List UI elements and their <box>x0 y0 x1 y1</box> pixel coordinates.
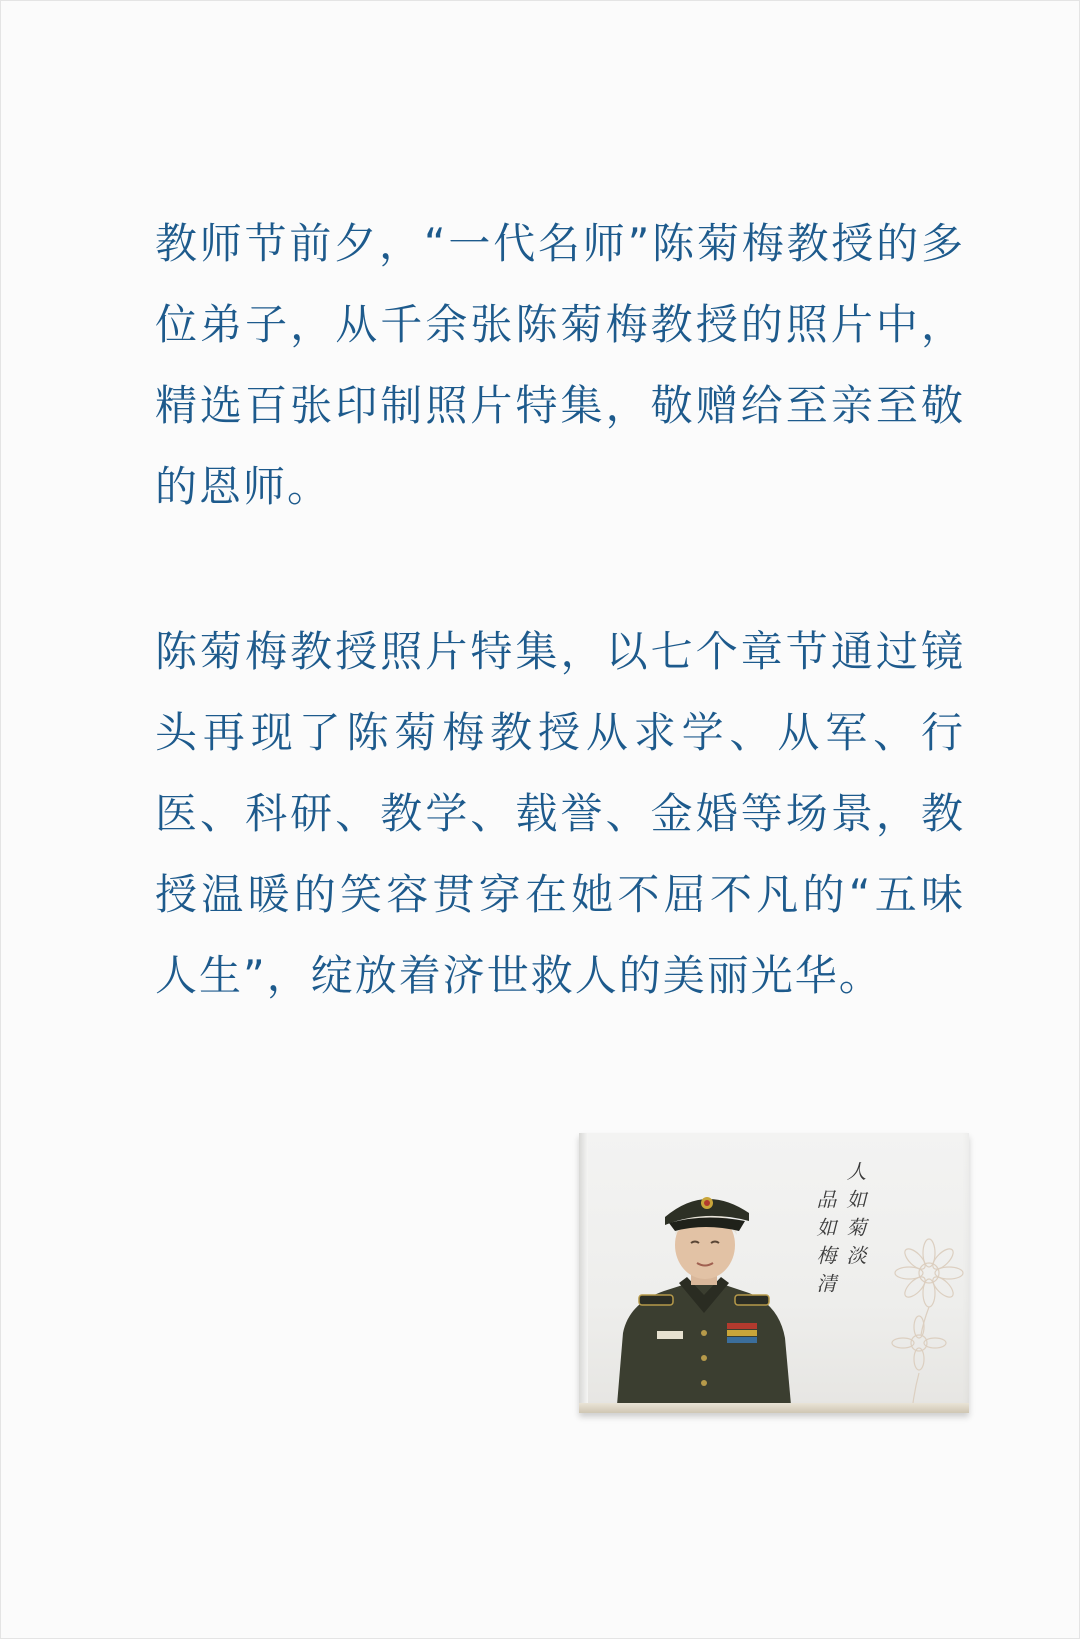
book-spine <box>579 1133 588 1413</box>
portrait-figure-image <box>609 1173 799 1405</box>
book-title-line-2: 品如梅清 <box>813 1189 837 1301</box>
chrysanthemum-illustration-icon <box>879 1213 969 1403</box>
book-page-edge <box>579 1403 969 1413</box>
paragraph-description: 陈菊梅教授照片特集，以七个章节通过镜头再现了陈菊梅教授从求学、从军、行医、科研、教学、载誉、金婚等场景，教授温暖的笑容贯穿在她不屈不凡的“五味人生”，绽放着济世救人的美丽光华。 <box>155 627 965 1000</box>
paragraph-intro: 教师节前夕，“一代名师”陈菊梅教授的多位弟子，从千余张陈菊梅教授的照片中，精选百张印制照片特集，敬赠给至亲至敬的恩师。 <box>155 219 965 511</box>
book-title-line-1: 人如菊淡 <box>843 1161 867 1273</box>
photo-book-image <box>579 1133 969 1413</box>
